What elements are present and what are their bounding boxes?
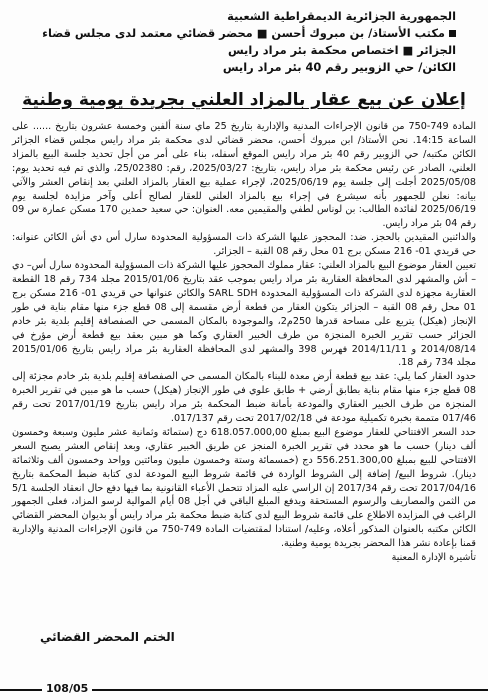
header-line-republic: الجمهورية الجزائرية الديمقراطية الشعبية	[227, 9, 456, 23]
square-bullet-icon	[449, 30, 456, 37]
header-line-jurisdiction	[12, 42, 456, 59]
header-office-text: مكتب الأستاذ/ بن مبروك أحسن ■ محضر قضائي معتمد لدى مجلس قضاء	[42, 26, 445, 40]
header-jurisdiction-text: الجزائر ■ اختصاص محكمة بئر مراد رايس	[227, 43, 456, 57]
page-number: 108/05	[42, 682, 92, 695]
header-line-office	[12, 25, 456, 42]
notice-title: إعلان عن بيع عقار بالمزاد العلني بجريدة يومية وطنية	[22, 90, 466, 110]
issuer-header	[12, 8, 476, 76]
body-paragraph-price-terms: حدد السعر الافتتاحي للعقار موضوع البيع بمبلغ 618.057.000,00 دج (ستمائة وثمانية عشر مليون وسبعة وخمسون ألف دينار) حسب ما هو محدد في تقرير الخبرة المنجز عن طريق الخبير عقاري، وبعد إنقاص العشر يصبح السعر الافتتاحي للبيع بمبلغ 556.251.300,00 دج (خمسمائة وستة وخمسون مليون ومائتين وواحد وخمسون ألف وثلاثمائة دينار). شروط البيع/ إضافة إلى الشروط الواردة في قائمة شروط البيع المودعة لدى كتابة ضبط المحكمة بتاريخ 2017/04/16 تحت رقم 2017/34 إن الراسي عليه المزاد تتحمل الأعباء القانونية بما فيها دفع حال انعقاد الجلسة 5/1 من الثمن والمصاريف والرسوم المستحقة ويدفع المبلغ الباقي في أجل 08 أيام الموالية لرسو المزاد، فعلى الجمهور الراغب في المزايدة الاطلاع على قائمة شروط البيع لدى كتابة ضبط محكمة بئر مراد رايس أو بديوان المحضر القضائي الكائن مكتبه بالعنوان المذكور أعلاه، وعليه/ استنادا لمقتضيات المادة 749-750 من قانون الإجراءات المدنية والإدارية قمنا بإعادة نشر هذا المحضر بجريدة يومية وطنية.	[12, 426, 477, 550]
page-footer	[0, 680, 488, 700]
header-line-address: الكائن/ حي الزوبير رقم 40 بئر مراد رايس	[222, 60, 456, 74]
body-paragraph-parties: والدائنين المقيدين بالحجز. ضد: المحجوز عليها الشركة ذات المسؤولية المحدودة سارل أس دي أش الكائن عنوانه: حي قريدي 01- 216 مسكن برج 01 محل رقم 08 القبة – الجزائر.	[12, 232, 476, 258]
body-paragraph-property: تعيين العقار موضوع البيع بالمزاد العلني: عقار مملوك المحجوز عليها الشركة ذات المسؤولية المحدودة سارل أس– دي – أش والمشهر لدى المحافظة العقارية بئر مراد رايس بموجب عقد بتاريخ 2015/01/06 مجلد 734 رقم 18 القطعة العقارية مجهزة لدى الشركة ذات المسؤولية المحدودة SARL SDH والكائن عنوانها حي قريدي 01- 216 مسكن برج 01 محل رقم 08 القبة – الجزائر يتكون العقار من قطعة أرض مقسمة إلى 08 قطع جزء منها مقام بناية في طور الإنجاز (هيكل) يتربع على مساحة قدرها 250م2، والموجودة بالمكان المسمى حي الصفصافة إقليم بلدية بئر خادم الجزائر حسب تقرير الخبرة المنجزة من طرف الخبير العقاري وكما هو مبين بعقد بيع قطعة أرض مؤرخ في 2014/08/14 و 2014/11/11 فهرس 398 والمشهر لدى المحافظة العقارية بئر مراد رايس بتاريخ 2015/01/06 مجلد 734 رقم 18.	[12, 260, 476, 369]
body-paragraph-boundaries: حدود العقار كما يلي: عقد بيع قطعة أرض معدة للبناء بالمكان المسمى حي الصفصافة إقليم بلدية بئر خادم مجزئة إلى 08 قطع جزء منها مقام بناية بطابق أرضي + طابق علوي في طور الإنجاز (هيكل) حسب ما هو مبين في تقرير الخبرة المنجزة من طرف الخبير العقاري والمودعة بأمانة ضبط المحكمة بئر مراد رايس بتاريخ 2017/01/19 تحت رقم 017/46 متممة بخبرة تكميلية مودعة في 2017/02/18 تحت رقم 017/137.	[12, 371, 476, 425]
notice-body	[12, 120, 476, 551]
body-paragraph-intro: المادة 749-750 من قانون الإجراءات المدنية والإدارية بتاريخ 25 ماي سنة ألفين وخمسة عشرون بتاريخ ...... على الساعة 14:15. نحن الأستاذ/ ابن مبروك أحسن، محضر قضائي لدى محكمة بئر مراد رايس مجلس قضاء الجزائر الكائن مكتبه/ حي الزوبير رقم 40 بئر مراد رايس الموقع أسفله، بناء على أمر من أجل تحديد جلسة البيع بالمزاد العلني، الصادر عن رئيس محكمة بئر مراد رايس، بتاريخ: 2025/03/27، رقم: 25/02380، والذي تم فيه تحديد يوم: 2025/05/08 أجلت إلى جلسة يوم 2025/06/19، لإجراء عملية بيع العقار بالمزاد العلني بعد إنقاص العشر والآتي بيانه: نعلن للجمهور بأنه سيشرع في إجراء بيع بالمزاد العلني للعقار لصالح أعلى وآخر مزايدة لجلسة يوم 2025/06/19 لفائدة الطالب: بن لوناس لطفي والمقيمين معه. العنوان: حي سعيد حمدين 170 مسكن عمارة س 09 رقم 04 بئر مراد رايس.	[12, 121, 477, 230]
administration-visa: تأشيرة الإدارة المعنية	[391, 552, 476, 564]
bailiff-signature: الختم المحضر القضائي	[40, 630, 175, 644]
